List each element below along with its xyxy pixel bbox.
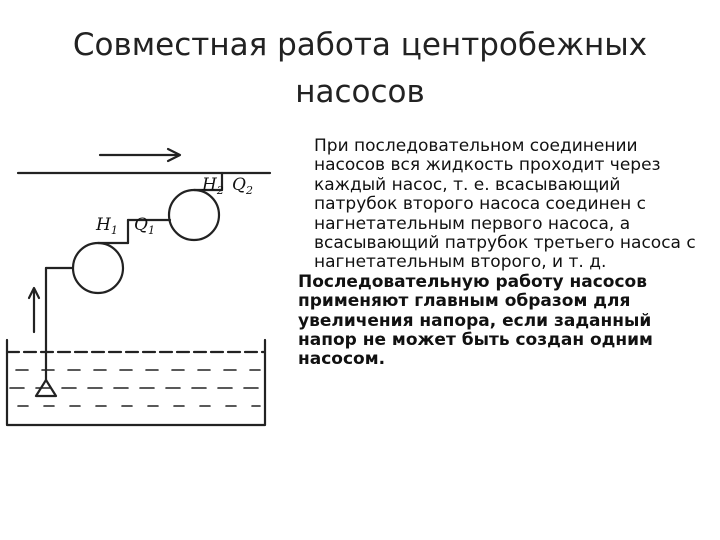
pump-series-diagram <box>0 130 275 440</box>
pump-1-head-label: $H_1$ <box>96 215 118 237</box>
pump-2-head-label: $H_2$ <box>202 175 224 197</box>
pump-2-flow-label: $Q_2$ <box>232 175 253 197</box>
slide-title <box>30 22 690 116</box>
pump-1-flow-label: $Q_1$ <box>134 215 155 237</box>
paragraph-emphasis: Последовательную работу насосов применяют главным образом для увеличения напора, если заданный напор не может быть создан одним насосом. <box>298 271 653 370</box>
paragraph-description: При последовательном соединении насосов вся жидкость проходит через каждый насос, т. е. всасывающий патрубок второго насоса соединен с нагнетательным первого насоса, а всасывающий патрубок третьего насоса с нагнетательным второго, и т. д. <box>314 136 696 273</box>
pump-2-casing <box>169 190 219 240</box>
slide-title-line-1: Совместная работа центробежных <box>72 27 648 63</box>
slide-body-text <box>298 137 708 370</box>
slide-title-line-2: насосов <box>295 74 425 110</box>
pump-1-casing <box>73 243 123 293</box>
